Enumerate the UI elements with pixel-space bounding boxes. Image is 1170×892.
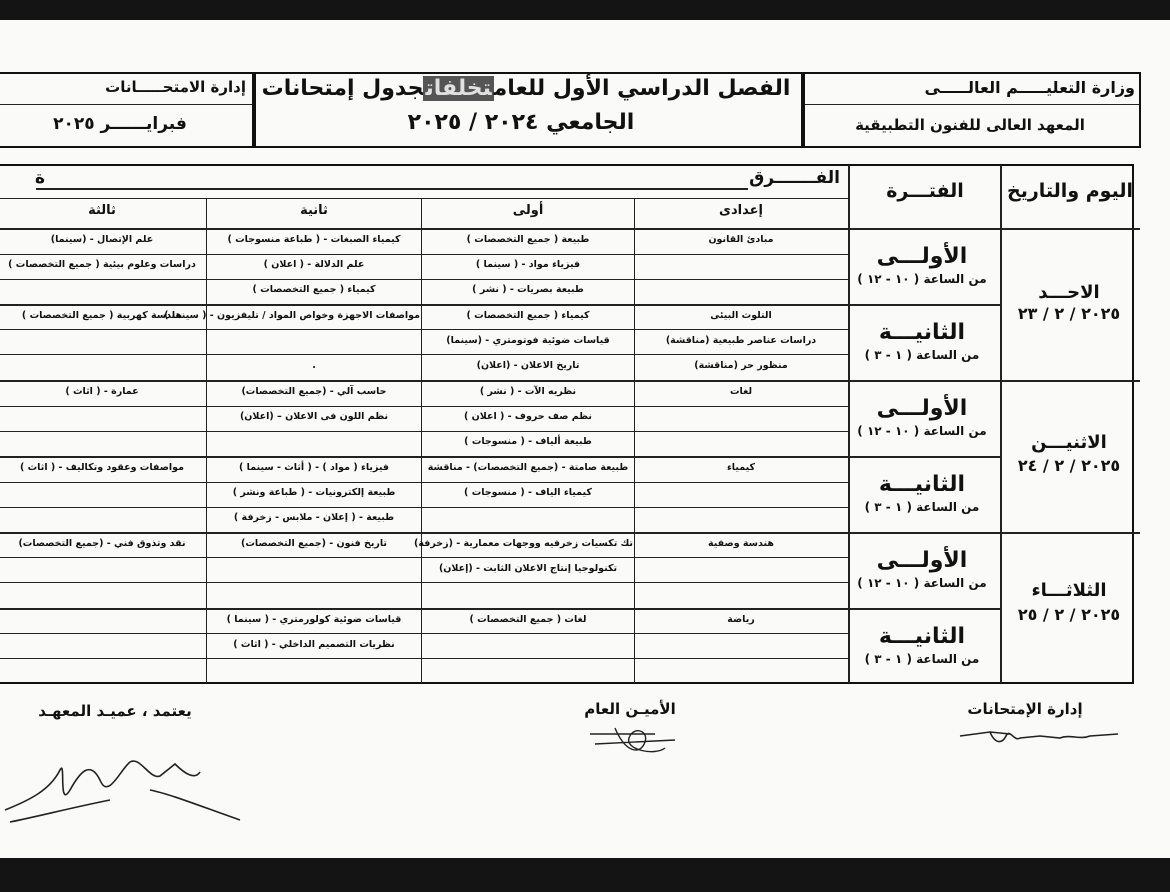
exam-subject-cell: دراسات عناصر طبيعية (مناقشة) <box>665 335 817 346</box>
title-strike-word: تخلفات <box>425 76 492 101</box>
exam-subject-cell: نقد وتذوق فني - (جميع التخصصات) <box>18 538 186 549</box>
day-tuesday-name: الثلاثـــاء <box>1031 580 1107 601</box>
exam-subject-cell: هندسة كهربية ( جميع التخصصات ) <box>21 310 183 321</box>
exam-subject-cell: لغات <box>729 386 753 397</box>
period-name: الأولـــى <box>876 396 968 421</box>
signature-exams-admin <box>950 722 1130 752</box>
exam-subject-cell: نظريه الآت - ( نشر ) <box>479 386 577 397</box>
exam-subject-cell: مواصفات الاجهزة وخواص المواد / تليفزيون - ( سينما ) <box>164 310 420 321</box>
period-name: الأولـــى <box>876 244 968 269</box>
exam-subject-cell: فيزياء ( مواد ) - ( أثاث - سينما ) <box>239 462 389 473</box>
exam-subject-cell: كيمياء ( جميع التخصصات ) <box>252 284 376 295</box>
exam-subject-cell: قياسات ضوئية فوتومتري - (سينما) <box>446 335 610 346</box>
period-time: من الساعة ( ١ - ٣ ) <box>864 348 980 362</box>
period-time: من الساعة ( ١٠ - ١٢ ) <box>857 576 987 590</box>
exam-subject-cell: فيزياء مواد - ( سينما ) <box>475 259 581 270</box>
signature-dean <box>0 750 250 830</box>
exam-subject-cell: دراسات وعلوم بيئية ( جميع التخصصات ) <box>8 259 196 270</box>
footer-secretary: الأميـن العام <box>584 700 676 718</box>
day-sunday-date: ٢٠٢٥ / ٢ / ٢٣ <box>1017 304 1121 323</box>
title-part-a: جدول إمتحانات <box>261 76 424 101</box>
exam-subject-cell: طبيعة ألياف - ( منسوجات ) <box>464 436 592 447</box>
exam-subject-cell: تاريخ الاعلان - (اعلان) <box>476 360 580 371</box>
col-group-header: الفـــــــرق <box>749 168 840 188</box>
exam-subject-cell: طبيعة ( جميع التخصصات ) <box>466 234 590 245</box>
exam-subject-cell: طبيعة بصريات - ( نشر ) <box>472 284 584 295</box>
period-time: من الساعة ( ١ - ٣ ) <box>864 652 980 666</box>
title-part-b: الفصل الدراسي الأول للعام <box>493 76 791 101</box>
exam-subject-cell: تكنولوجيا إنتاج الاعلان الثابت - (إعلان) <box>438 563 618 574</box>
col-period-header: الفتـــرة <box>886 180 964 202</box>
ministry-name: وزارة التعليـــــم العالـــــى <box>924 78 1135 97</box>
exam-subject-cell: حاسب آلي - (جميع التخصصات) <box>241 386 387 397</box>
period-name: الثانيـــة <box>878 624 966 649</box>
level-third-header: ثالثة <box>88 203 116 218</box>
exam-subject-cell: لغات ( جميع التخصصات ) <box>469 614 587 625</box>
exam-subject-cell: عمارة - ( اثاث ) <box>65 386 139 397</box>
level-first-header: أولى <box>512 203 544 218</box>
exam-subject-cell: رياضة <box>727 614 755 625</box>
day-monday-name: الاثنيـــن <box>1031 432 1107 453</box>
exam-subject-cell: مواصفات وعقود وتكاليف - ( اثاث ) <box>19 462 185 473</box>
period-time: من الساعة ( ١ - ٣ ) <box>864 500 980 514</box>
day-monday-date: ٢٠٢٥ / ٢ / ٢٤ <box>1017 456 1121 475</box>
institute-name: المعهد العالى للفنون التطبيقية <box>855 116 1085 134</box>
exam-subject-cell: علم الإتصال - (سينما) <box>50 234 154 245</box>
exam-subject-cell: منظور حر (مناقشة) <box>694 360 788 371</box>
exam-subject-cell: . <box>312 360 316 371</box>
col-group-header-end: ة <box>34 168 46 188</box>
exam-subject-cell: كيمياء الصبغات - ( طباعة منسوجات ) <box>227 234 401 245</box>
period-name: الثانيـــة <box>878 472 966 497</box>
exam-subject-cell: طبيعة - ( إعلان - ملابس - زخرفة ) <box>233 512 395 523</box>
day-tuesday-date: ٢٠٢٥ / ٢ / ٢٥ <box>1017 605 1121 624</box>
exam-subject-cell: طبيعة إلكترونيات - ( طباعة ونشر ) <box>232 487 396 498</box>
exam-subject-cell: كيمياء الياف - ( منسوجات ) <box>464 487 592 498</box>
exam-subject-cell: طبيعة صامتة - (جميع التخصصات) - مناقشة <box>427 462 629 473</box>
signature-secretary <box>585 722 685 762</box>
exam-subject-cell: كيمياء <box>726 462 756 473</box>
academic-year: الجامعي ٢٠٢٤ / ٢٠٢٥ <box>407 110 635 135</box>
footer-dean: يعتمد ، عميـد المعهـد <box>38 702 192 720</box>
exam-subject-cell: نظم اللون فى الاعلان – (اعلان) <box>239 411 389 422</box>
exam-subject-cell: كيمياء ( جميع التخصصات ) <box>466 310 590 321</box>
level-prep-header: إعدادى <box>719 203 763 218</box>
exam-subject-cell: التلوث البيئى <box>710 310 772 321</box>
period-time: من الساعة ( ١٠ - ١٢ ) <box>857 424 987 438</box>
period-name: الأولـــى <box>876 548 968 573</box>
top-dark-border <box>0 0 1170 20</box>
exam-subject-cell: تاريخ فنون - (جميع التخصصات) <box>240 538 387 549</box>
page-title <box>256 76 796 101</box>
level-second-header: ثانية <box>300 203 328 218</box>
exam-subject-cell: تك تكسيات زخرفيه ووجهات معمارية - (زخرفة) <box>414 538 633 549</box>
exam-subject-cell: علم الدلالة - ( اعلان ) <box>263 259 365 270</box>
col-day-header: اليوم والتاريخ <box>1007 180 1133 202</box>
exam-subject-cell: هندسة وصفية <box>708 538 774 549</box>
exam-subject-cell: نظم صف حروف - ( اعلان ) <box>464 411 592 422</box>
exam-subject-cell: نظريات التصميم الداخلي - ( اثاث ) <box>233 639 395 650</box>
exam-subject-cell: مبادئ القانون <box>708 234 774 245</box>
footer-exams-admin: إدارة الإمتحانات <box>967 700 1083 718</box>
period-name: الثانيـــة <box>878 320 966 345</box>
exam-month: فبرايــــــر ٢٠٢٥ <box>53 114 187 134</box>
exam-subject-cell: قياسات ضوئية كولورمتري - ( سينما ) <box>226 614 402 625</box>
day-sunday-name: الاحـــد <box>1038 282 1100 303</box>
dept-name: إدارة الامتحـــــانات <box>105 78 246 96</box>
period-time: من الساعة ( ١٠ - ١٢ ) <box>857 272 987 286</box>
bottom-dark-border <box>0 858 1170 892</box>
